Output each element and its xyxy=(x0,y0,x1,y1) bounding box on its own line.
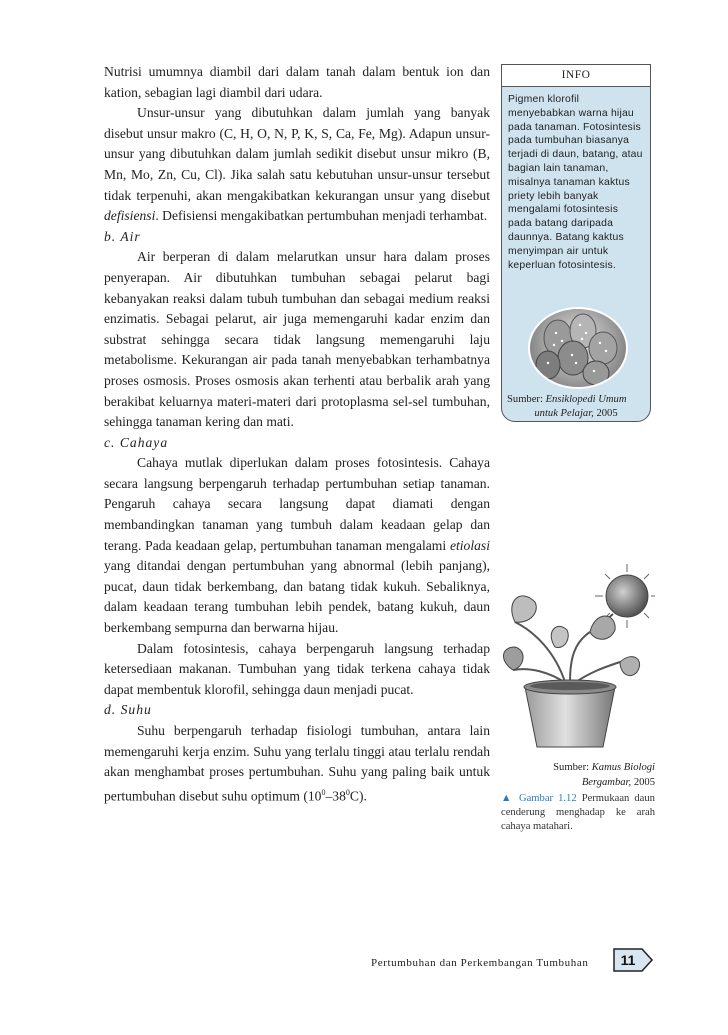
info-source-year: 2005 xyxy=(596,408,618,419)
term-etiolasi: etiolasi xyxy=(449,537,490,553)
superscript-degree-2: 0 xyxy=(345,787,350,797)
info-box xyxy=(501,64,651,422)
figure-caption-text: Permukaan daun cenderung menghadap ke arah cahaya matahari. xyxy=(501,793,655,832)
paragraph-nutrisi: Nutrisi umumnya diambil dari dalam tanah dalam bentuk ion dan kation, sebagian lagi diambil dari udara. xyxy=(104,64,490,100)
figure-source-title-b: Bergambar, xyxy=(581,777,632,788)
paragraph-cahaya xyxy=(104,453,490,638)
figure-caption-label: Gambar 1.12 xyxy=(518,793,577,804)
info-source-title-b: untuk Pelajar, xyxy=(534,408,594,419)
running-footer-title: Pertumbuhan dan Perkembangan Tumbuhan xyxy=(371,957,589,969)
paragraph-suhu-end: C). xyxy=(349,788,367,804)
paragraph-cahaya-2: Dalam fotosintesis, cahaya berpengaruh langsung terhadap ketersediaan makanan. Tumbuhan yang tidak terkena cahaya tidak dapat membentuk klorofil, sehingga daun menjadi pucat. xyxy=(104,640,490,697)
figure-source-line-2 xyxy=(501,775,655,790)
heading-suhu: d. Suhu xyxy=(104,702,152,718)
info-source-title-a: Ensiklopedi Umum xyxy=(545,394,627,405)
cactus-illustration xyxy=(528,303,628,403)
paragraph-cahaya-text-a: Cahaya mutlak diperlukan dalam proses fotosintesis. Cahaya secara langsung berpengaruh terhadap pertumbuhan setiap tanaman. Pengaruh cahaya secara langsung dapat diamati dengan membandingkan tanaman yang tumbuh dalam keadaan gelap dan terang. Pada keadaan gelap, pertumbuhan tanaman mengalami xyxy=(104,455,490,553)
info-source-line-2 xyxy=(507,407,645,421)
figure-source-year: 2005 xyxy=(633,777,655,788)
figure-source-label: Sumber: xyxy=(553,762,590,773)
paragraph-suhu-text: Suhu berpengaruh terhadap fisiologi tumbuhan, antara lain memengaruhi kerja enzim. Suhu yang terlalu tinggi atau terlalu rendah akan menghambat proses pertumbuhan. Suhu yang paling baik untuk pertumbuhan disebut suhu optimum (10 xyxy=(104,723,490,804)
info-box-text: Pigmen klorofil menyebabkan warna hijau pada tanaman. Fotosintesis pada tumbuhan biasanya terjadi di daun, batang, atau bagian lain tanaman, misalnya tanaman kaktus priety lebih banyak mengalami fotosintesis pada batang daripada daunnya. Batang kaktus menyimpan air untuk keperluan fotosintesis. xyxy=(508,94,643,271)
superscript-degree-1: 0 xyxy=(321,787,326,797)
paragraph-unsur-text-a: Unsur-unsur yang dibutuhkan dalam jumlah yang banyak disebut unsur makro (C, H, O, N, P, K, S, Ca, Fe, Mg). Adapun unsur-unsur yang dibutuhkan dalam jumlah sedikit disebut unsur mikro (B, Mn, Mo, Zn, Cu, Cl). Jika salah satu kebutuhan unsur-unsur tersebut tidak terpenuhi, akan mengakibatkan kekurangan unsur yang disebut xyxy=(104,105,490,203)
heading-air: b. Air xyxy=(104,228,141,244)
main-text-column xyxy=(104,62,490,807)
heading-cahaya: c. Cahaya xyxy=(104,434,169,450)
page-number: 11 xyxy=(620,952,636,968)
triangle-marker-icon: ▲ xyxy=(501,793,514,804)
plant-illustration xyxy=(495,562,655,752)
figure-source-title-a: Kamus Biologi xyxy=(591,762,655,773)
paragraph-unsur xyxy=(104,103,490,227)
paragraph-air: Air berperan di dalam melarutkan unsur hara dalam proses penyerapan. Air dibutuhkan tumbuhan sebagai pelarut bagi kebanyakan reaksi dalam tubuh tumbuhan dan sebagai medium reaksi enzimatis. Sebagai pelarut, air juga memengaruhi kadar enzim dan substrat sehingga secara tidak langsung memengaruhi laju metabolisme. Kekurangan air pada tanah menyebabkan terhambatnya proses osmosis. Proses osmosis akan terhenti atau berbalik arah yang berakibat keluarnya materi-materi dari protoplasma sel-sel tumbuhan, sehingga tanaman kering dan mati. xyxy=(104,249,490,430)
paragraph-cahaya-text-b: yang ditandai dengan pertumbuhan yang abnormal (lebih panjang), pucat, daun tidak berkembang, dan batang tidak kukuh. Sebaliknya, dalam keadaan terang tumbuhan lebih pendek, batang kukuh, daun berkembang sempurna dan berwarna hijau. xyxy=(104,558,490,636)
figure-caption xyxy=(501,792,655,834)
info-source-label: Sumber: xyxy=(507,394,543,405)
plant-figure xyxy=(495,562,655,752)
paragraph-unsur-text-b: . Defisiensi mengakibatkan pertumbuhan menjadi terhambat. xyxy=(155,208,488,224)
term-defisiensi: defisiensi xyxy=(104,208,156,224)
info-box-source xyxy=(507,393,645,421)
figure-source-line-1 xyxy=(501,760,655,775)
paragraph-suhu xyxy=(104,721,490,807)
page-number-tab xyxy=(612,948,654,972)
figure-source xyxy=(501,760,655,790)
cactus-photo xyxy=(528,303,628,403)
paragraph-suhu-mid: –38 xyxy=(325,788,346,804)
info-box-title: INFO xyxy=(502,65,650,87)
